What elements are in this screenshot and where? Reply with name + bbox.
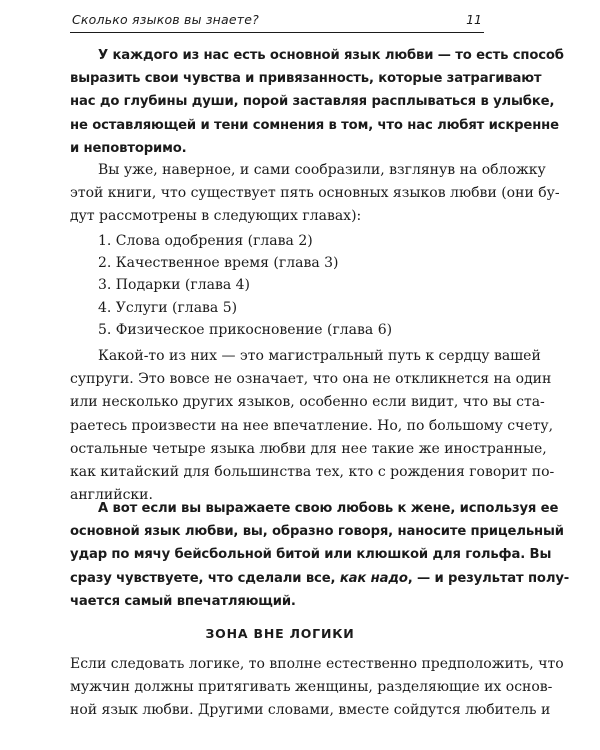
list-item: 1. Слова одобрения (глава 2) bbox=[98, 233, 313, 249]
running-title: Сколько языков вы знаете? bbox=[72, 12, 260, 27]
paragraph-line: удар по мячу бейсбольной битой или клюшкой для гольфа. Вы bbox=[70, 547, 552, 563]
intro-bold-paragraph bbox=[70, 44, 564, 160]
paragraph-line bbox=[70, 567, 570, 590]
guess-paragraph bbox=[70, 159, 560, 229]
paragraph-line: нас до глубины души, порой заставляя расплываться в улыбке, bbox=[70, 94, 555, 110]
main-paragraph bbox=[70, 345, 555, 507]
love-languages-list bbox=[98, 230, 392, 341]
section-heading: ЗОНА ВНЕ ЛОГИКИ bbox=[205, 626, 355, 641]
paragraph-line: Какой-то из них — это магистральный путь к сердцу вашей bbox=[98, 348, 541, 364]
list-item: 3. Подарки (глава 4) bbox=[98, 277, 250, 294]
paragraph-line: супруги. Это вовсе не означает, что она не откликнется на один bbox=[70, 371, 552, 388]
emphasis-paragraph bbox=[70, 497, 570, 613]
paragraph-line: остальные четыре языка любви для нее такие же иностранные, bbox=[70, 440, 547, 457]
paragraph-line: мужчин должны притягивать женщины, разделяющие их основ- bbox=[70, 679, 553, 696]
paragraph-line: У каждого из нас есть основной язык любви — то есть способ bbox=[98, 48, 564, 63]
paragraph-line: раетесь произвести на нее впечатление. Но, по большому счету, bbox=[70, 417, 554, 434]
paragraph-line: выразить свои чувства и привязанность, которые затрагивают bbox=[70, 71, 542, 87]
paragraph-line: как китайский для большинства тех, кто с рождения говорит по- bbox=[70, 463, 555, 480]
page-header bbox=[70, 7, 484, 33]
header-rule bbox=[70, 32, 484, 33]
line-text: , — и результат полу- bbox=[407, 570, 570, 586]
paragraph-line: основной язык любви, вы, образно говоря, наносите прицельный bbox=[70, 524, 564, 540]
paragraph-line: А вот если вы выражаете свою любовь к жене, используя ее bbox=[98, 501, 559, 516]
paragraph-line: Вы уже, наверное, и сами сообразили, взглянув на обложку bbox=[98, 162, 546, 178]
paragraph-line: не оставляющей и тени сомнения в том, что нас любят искренне bbox=[70, 117, 559, 133]
list-item: 4. Услуги (глава 5) bbox=[98, 299, 238, 316]
paragraph-line: ной язык любви. Другими словами, вместе сойдутся любитель и bbox=[70, 702, 551, 719]
line-text: сразу чувствуете, что сделали все, bbox=[70, 570, 340, 586]
paragraph-line: или несколько других языков, особенно если видит, что вы ста- bbox=[70, 394, 545, 411]
list-item: 2. Качественное время (глава 3) bbox=[98, 255, 339, 272]
paragraph-line: этой книги, что существует пять основных языков любви (они бу- bbox=[70, 185, 560, 202]
paragraph-line: и неповторимо. bbox=[70, 140, 187, 156]
paragraph-line: английски. bbox=[70, 487, 153, 504]
list-item: 5. Физическое прикосновение (глава 6) bbox=[98, 321, 393, 338]
page-number: 11 bbox=[466, 12, 482, 27]
paragraph-line: дут рассмотрены в следующих главах): bbox=[70, 208, 362, 225]
paragraph-line: Если следовать логике, то вполне естественно предположить, что bbox=[70, 656, 564, 672]
paragraph-line: чается самый впечатляющий. bbox=[70, 593, 296, 609]
italic-emphasis: как надо bbox=[339, 570, 408, 586]
logic-paragraph bbox=[70, 653, 564, 723]
